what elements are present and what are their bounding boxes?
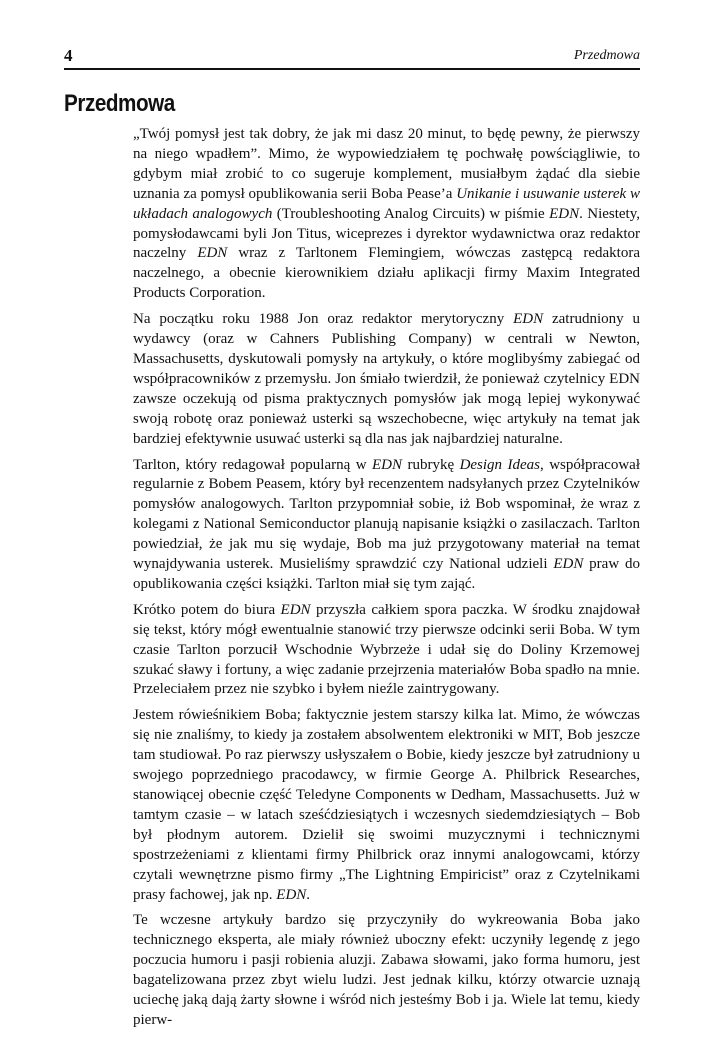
- italic-text-run: EDN: [197, 245, 228, 262]
- text-run: . Niestety, pomysłodawcami byli Jon Titus, wiceprezes i dyrektor wydawnictwa oraz redaktor naczelny: [133, 205, 640, 262]
- text-run: przyszła całkiem spora paczka. W środku znajdował się tekst, który mógł ewentualnie stanowić trzy pierwsze odcinki serii Boba. W tym czasie Tarlton porzucił Wschodnie Wybrzeże i udał się do Doliny Krzemowej szukać sławy i fortuny, a więc zadanie przejrzenia materiałów Boba spadło na mnie. Przeleciałem przez nie szybko i byłem nieźle zaintrygowany.: [133, 601, 640, 698]
- paragraph: [133, 601, 640, 701]
- italic-text-run: EDN: [513, 311, 544, 328]
- text-run: wraz z Tarltonem Flemingiem, wówczas zastępcą redaktora naczelnego, a obecnie kierownikiem działu aplikacji firmy Maxim Integrated Products Corporation.: [133, 245, 640, 302]
- running-header: [64, 44, 640, 70]
- chapter-title: Przedmowa: [64, 90, 175, 117]
- text-run: .: [306, 886, 311, 903]
- text-run: (Troubleshooting Analog Circuits) w piśmie: [272, 205, 550, 222]
- text-run: „Twój pomysł jest tak dobry, że jak mi dasz 20 minut, to będę pewny, że pierwszy na niego wpadłem”. Mimo, że wypowiedziałem tę pochwałę powściągliwie, to gdybym miał zrobić to co sugeruje komplement, musiałbym żądać dla siebie uznania za pomysł opublikowania serii Boba Pease’a: [133, 126, 640, 202]
- italic-text-run: EDN: [276, 886, 307, 903]
- text-run: Na początku roku 1988 Jon oraz redaktor merytoryczny: [133, 311, 514, 328]
- italic-text-run: EDN: [553, 556, 584, 573]
- page-number: 4: [64, 46, 73, 65]
- italic-text-run: Unikanie i usuwanie usterek w układach analogowych: [133, 185, 640, 222]
- text-run: Jestem rówieśnikiem Boba; faktycznie jestem starszy kilka lat. Mimo, że wówczas się nie znaliśmy, to kiedy ja zostałem absolwentem elektroniki w MIT, Bob jeszcze tam studiował. Po raz pierwszy usłyszałem o Bobie, kiedy jeszcze był zatrudniony u swojego poprzedniego pracodawcy, w firmie George A. Philbrick Researches, stanowiącej obecnie część Teledyne Components w Dedham, Massachusetts. Już w tamtym czasie – w latach sześćdziesiątych i wczesnych siedemdziesiątych – Bob był płodnym autorem. Dzielił się swoimi muzycznymi i technicznymi spostrzeżeniami z klientami firmy Philbrick oraz innymi analogowcami, którzy czytali wewnętrzne pismo firmy „The Lightning Empiricist” oraz z Czytelnikami prasy fachowej, jak np.: [133, 707, 640, 903]
- italic-text-run: EDN: [280, 601, 311, 618]
- body-text: [133, 125, 640, 1037]
- text-run: rubrykę: [402, 456, 460, 473]
- text-run: , współpracował regularnie z Bobem Peasem, który był recenzentem nadsyłanych przez Czytelników pomysłów analogowych. Tarlton przypomniał sobie, iż Bob wspominał, że wraz z kolegami z National Semiconductor planują napisanie książki o zasilaczach. Tarlton powiedział, że jak mu się wydaje, Bob ma już przygotowany materiał na temat wynajdywania usterek. Musieliśmy sprawdzić czy National udzieli: [133, 456, 640, 573]
- paragraph: [133, 310, 640, 449]
- text-run: Tarlton, który redagował popularną w: [133, 456, 373, 473]
- paragraph: [133, 125, 640, 304]
- italic-text-run: EDN: [372, 456, 403, 473]
- text-run: Te wczesne artykuły bardzo się przyczyniły do wykreowania Boba jako technicznego eksperta, ale miały również uboczny efekt: uczyniły legendę z jego poczucia humoru i pasji robienia aluzji. Zabawa słowami, jako forma humoru, jest bagatelizowana przez zbyt wielu ludzi. Jest jednak kilku, którzy otwarcie uznają uciechę jaką dają żarty słowne i wśród nich jesteśmy Bob i ja. Wiele lat temu, kiedy pierw-: [133, 912, 640, 1028]
- paragraph: [133, 706, 640, 905]
- paragraph: [133, 911, 640, 1030]
- text-run: Krótko potem do biura: [133, 601, 281, 618]
- italic-text-run: Design Ideas: [459, 456, 540, 473]
- text-run: zatrudniony u wydawcy (oraz w Cahners Publishing Company) w centrali w Newton, Massachusetts, dyskutowali pomysły na artykuły, o które moglibyśmy zabiegać od współpracowników z przemysłu. Jon śmiało twierdził, że ponieważ czytelnicy EDN zawsze oczekują od pisma praktycznych pomysłów jak mogą lepiej wykonywać swoją robotę oraz ponieważ usterki są wszechobecne, więc artykuły na temat jak bardziej efektywnie usuwać usterki są dla nas jak najbardziej naturalne.: [133, 311, 640, 447]
- running-title: Przedmowa: [573, 48, 640, 63]
- italic-text-run: EDN: [549, 205, 580, 222]
- text-run: praw do opublikowania części książki. Tarlton miał się tym zająć.: [133, 556, 640, 592]
- paragraph: [133, 456, 640, 595]
